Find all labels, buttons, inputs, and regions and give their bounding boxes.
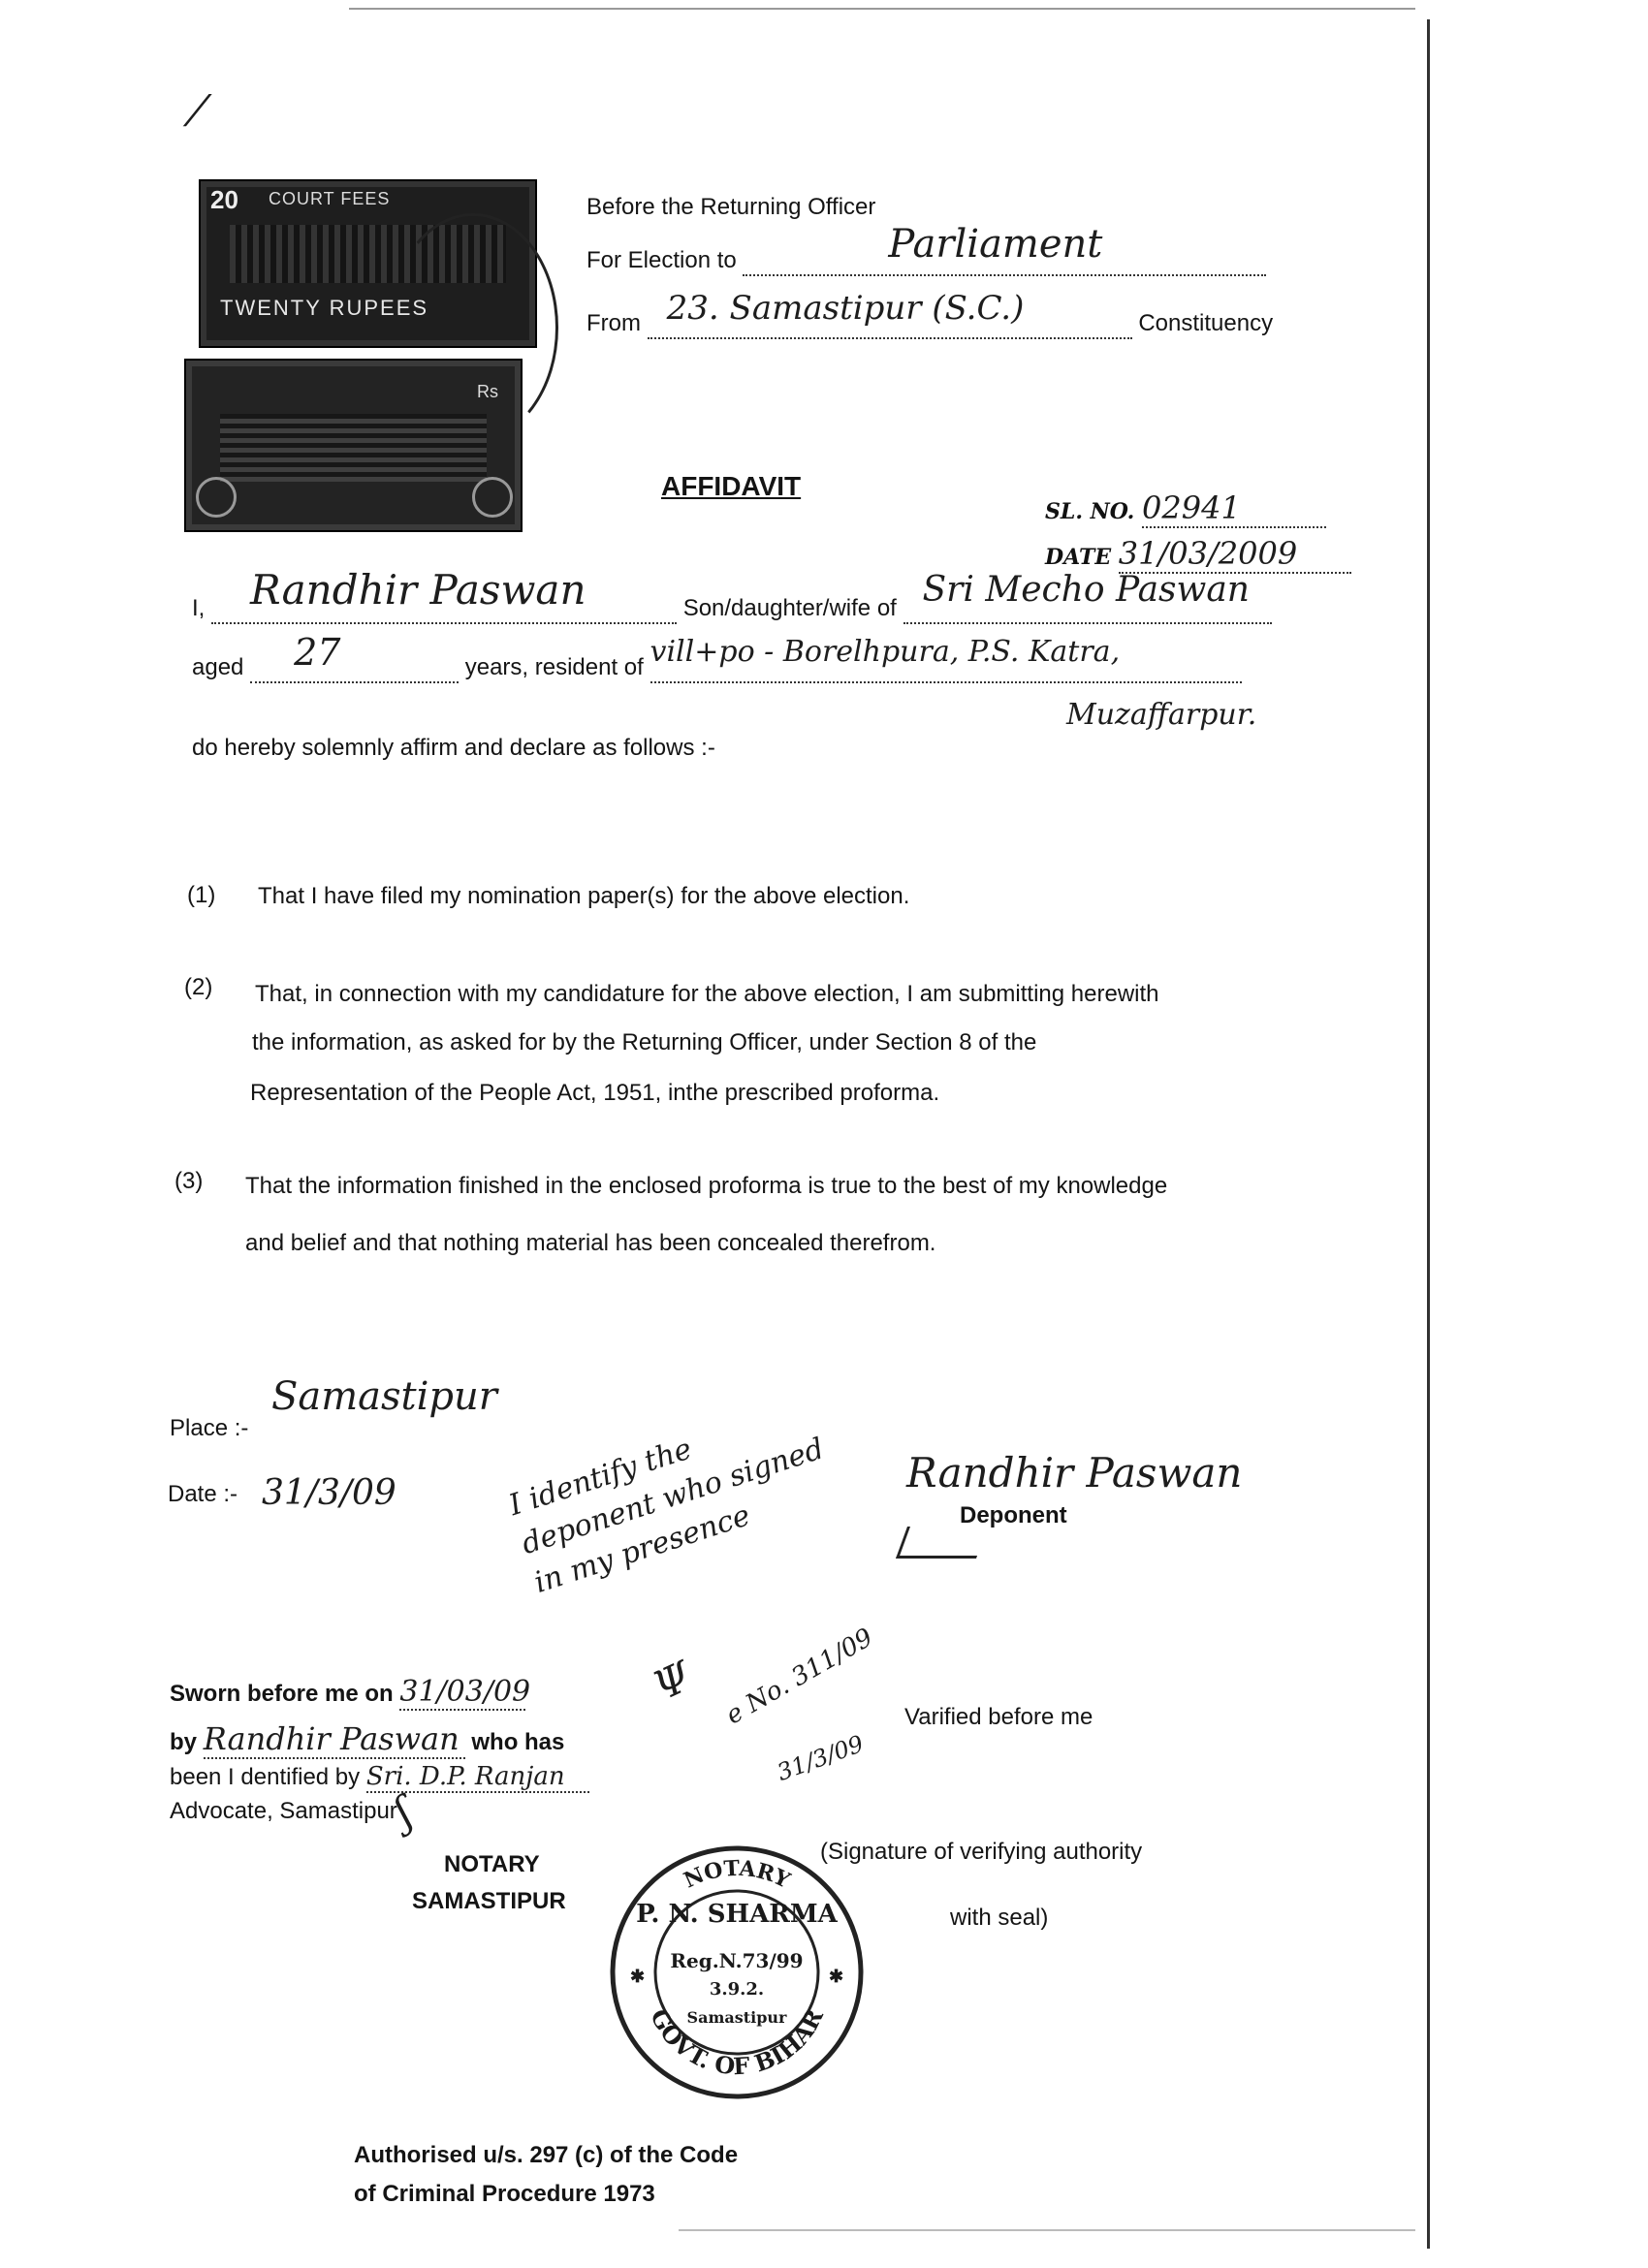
with-seal-label: with seal) [950,1905,1049,1931]
authorised-line-1: Authorised u/s. 297 (c) of the Code [354,2142,739,2168]
serial-date-line [1045,535,1351,574]
stamp-band: TWENTY RUPEES [220,296,429,320]
by-line [170,1720,564,1759]
clause-3-line-2: and belief and that nothing material has been concealed therefrom. [245,1230,936,1256]
clause-1-number: (1) [187,882,216,908]
affirm-text: do hereby solemnly affirm and declare as follows :- [192,735,715,761]
place-label: Place :- [170,1415,249,1441]
address-field [650,635,1242,683]
deponent-signature-flourish [896,1527,988,1559]
identification-note: I identify the deponent who signed in my presence [504,1432,829,1601]
sworn-line [170,1675,531,1711]
aged-label: aged [192,654,244,680]
clause-2-number: (2) [184,974,213,1000]
seal-top-text: NOTARY [680,1855,794,1894]
deponent-name-field [211,566,677,624]
by-name: Randhir Paswan [204,1720,465,1759]
verified-label: Varified before me [904,1704,1093,1730]
samastipur-label: SAMASTIPUR [412,1888,566,1914]
constituency-field [648,289,1132,339]
verify-note-2: 31/3/09 [774,1730,868,1786]
place-value: Samastipur [271,1374,497,1419]
address-line-1: vill+po - Borelhpura, P.S. Katra, [650,635,1121,669]
relation-label: Son/daughter/wife of [682,595,897,621]
from-label: From [586,310,641,336]
notary-label: NOTARY [444,1851,540,1877]
stamp-rosette-right [472,477,513,518]
date-value-serial: 31/03/2009 [1119,535,1351,574]
scan-edge-bottom [679,2229,1415,2231]
advocate-line: Advocate, Samastipur [170,1798,397,1824]
clause-3-number: (3) [174,1168,204,1194]
serial-number-line [1045,489,1326,528]
sworn-date: 31/03/09 [399,1675,531,1709]
election-to-field [743,222,1266,276]
affidavit-title: AFFIDAVIT [661,471,802,501]
header-line-1: Before the Returning Officer [586,194,876,220]
relation-name: Sri Mecho Paswan [922,570,1250,610]
clause-2-line-1: That, in connection with my candidature for the above election, I am submitting herewith [255,981,1159,1007]
stamp-rosette-left [196,477,237,518]
stamp-pattern-bottom [220,414,487,482]
seal-bottom-text: GOVT. OF BIHAR [645,2004,829,2081]
i-label: I, [192,595,206,621]
election-to-value: Parliament [888,222,1103,267]
been-identified: been I dentified by [170,1764,361,1790]
seal-name: P. N. SHARMA [636,1900,838,1929]
identified-by: Sri. D.P. Ranjan [366,1762,589,1793]
sworn-prefix: Sworn before me on [170,1681,394,1707]
age-field [250,631,459,683]
clause-2-line-3: Representation of the People Act, 1951, inthe prescribed proforma. [250,1080,940,1106]
corner-mark: ⁄ [194,87,202,137]
verify-note-1: e No. 311/09 [720,1622,878,1731]
clause-2-line-2: the information, as asked for by the Returning Officer, under Section 8 of the [252,1029,1037,1055]
deponent-line [192,566,1272,624]
header-line-2 [586,222,1266,276]
constituency-label: Constituency [1138,310,1274,336]
header-line-3 [586,289,1274,339]
seal-star-right: ✱ [829,1967,844,1987]
clause-1-text: That I have filed my nomination paper(s) for the above election. [258,883,910,909]
deponent-label: Deponent [960,1502,1067,1528]
who-has: who has [471,1729,565,1755]
age-line [192,631,1242,683]
authorised-line-2: of Criminal Procedure 1973 [354,2181,655,2207]
signature-authority-label: (Signature of verifying authority [820,1839,1143,1865]
identified-line [170,1762,589,1793]
seal-place: Samastipur [686,2008,787,2027]
stamp-denom-bottom: Rs [477,382,498,401]
court-fee-stamp-bottom [184,359,523,532]
notary-initials: ʃ [386,1788,420,1836]
seal-star-left: ✱ [630,1967,646,1987]
stamp-label-top: COURT FEES [269,189,391,208]
age-value: 27 [294,631,341,674]
clause-3-line-1: That the information finished in the enclosed proforma is true to the best of my knowledge [245,1173,1168,1199]
sl-no-value: 02941 [1142,489,1326,528]
verify-signature: Ψ [646,1652,699,1711]
date-value: 31/3/09 [262,1473,396,1513]
deponent-signature: Randhir Paswan [906,1449,1243,1496]
seal-date: 3.9.2. [709,1979,765,2000]
deponent-name: Randhir Paswan [250,566,586,614]
relation-name-field [903,570,1272,624]
election-to-label: For Election to [586,247,737,273]
date-label-serial: DATE [1045,545,1112,570]
by-prefix: by [170,1729,198,1755]
date-label: Date :- [168,1481,238,1507]
seal-reg: Reg.N.73/99 [670,1949,804,1972]
sl-no-label: SL. NO. [1045,499,1135,524]
scan-edge-right [1427,19,1430,2249]
stamp-denom-top: 20 [210,185,238,214]
notary-seal [601,1837,872,2108]
scan-edge-top [349,8,1415,10]
address-line-2: Muzaffarpur. [1066,698,1257,732]
constituency-value: 23. Samastipur (S.C.) [666,289,1025,328]
resident-label: years, resident of [464,654,644,680]
